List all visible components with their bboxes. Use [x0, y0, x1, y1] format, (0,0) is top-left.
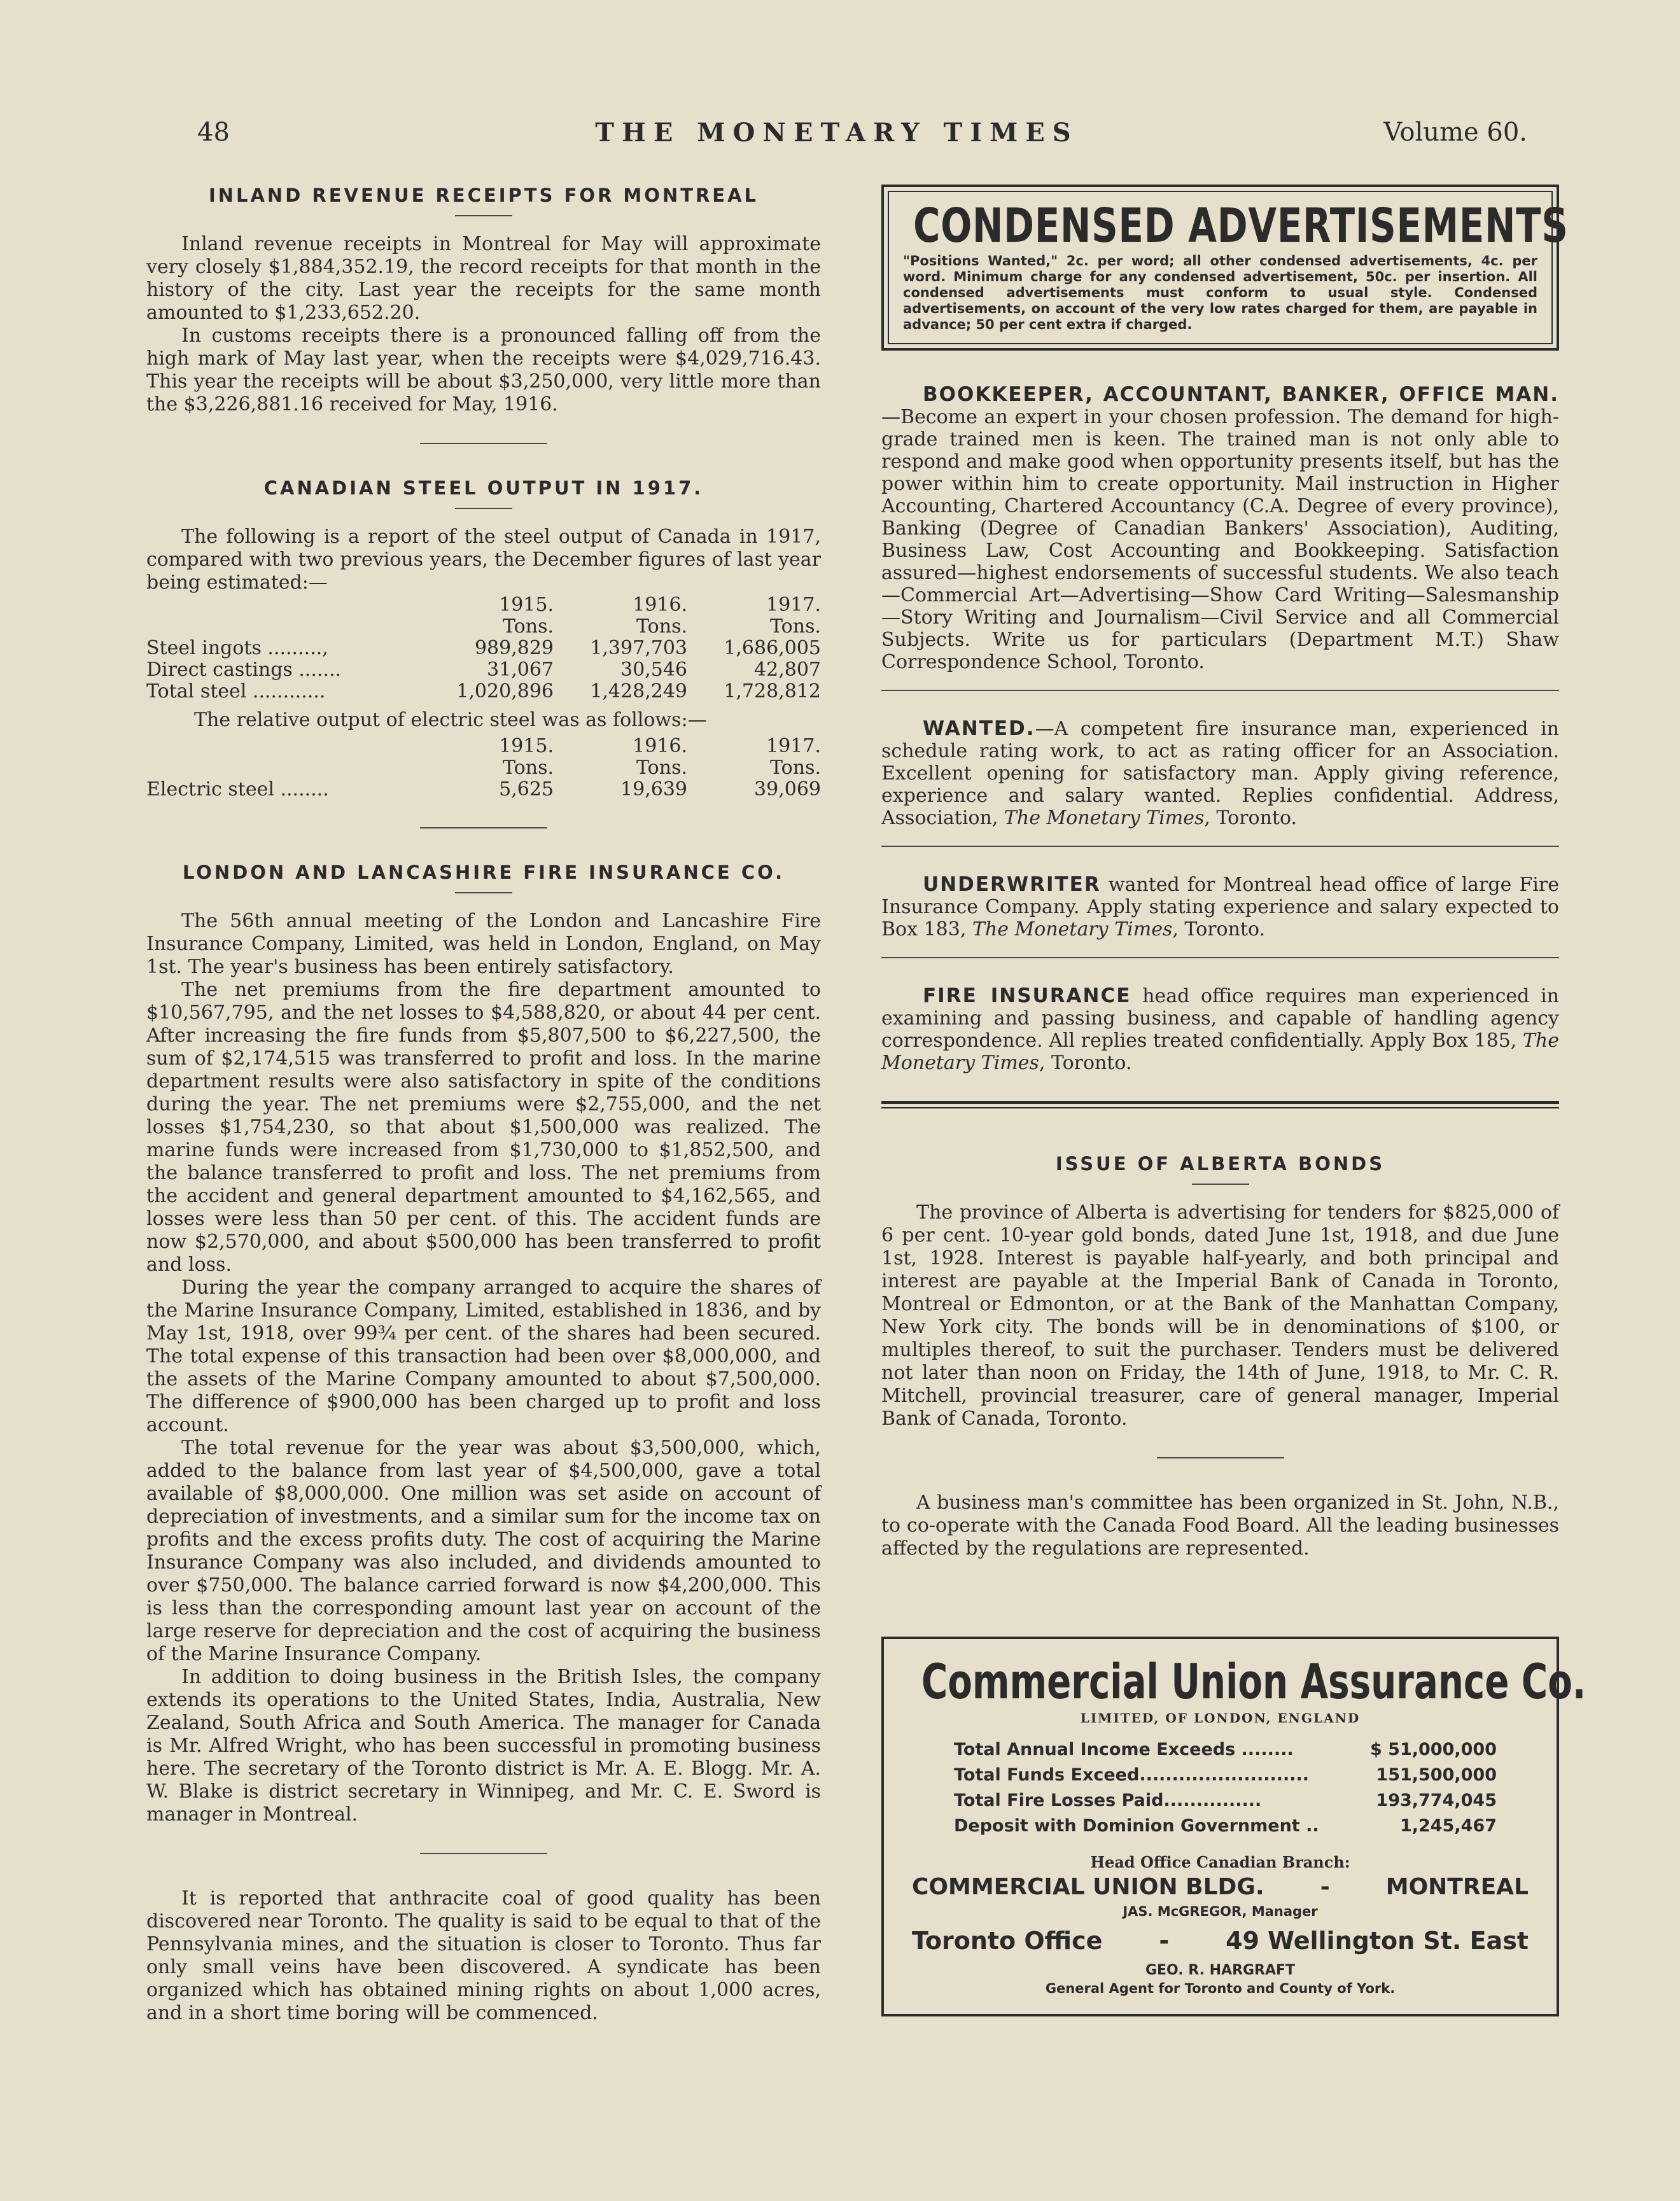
- cell-value: 39,069: [754, 778, 821, 800]
- table-row: [906, 1737, 1535, 1763]
- inland-revenue-p2: In customs receipts there is a pronounced falling off from the high mark of May last year, when the receipts were $4,029,716.43. This year the receipts will be about $3,250,000, very little more than the $3,226,881.16 received for May, 1916.: [146, 325, 821, 416]
- separator-dash: -: [1159, 1927, 1170, 1955]
- toronto-office-label: Toronto Office: [912, 1927, 1103, 1955]
- double-rule: [881, 1101, 1559, 1108]
- london-lancashire-p4: The total revenue for the year was about $3,500,000, which, added to the balance from last year of $4,500,000, gave a total available of $8,000,000. One million was set aside on account of depreciation of investments, and a similar sum for the income tax on profits and the excess profits duty. The cost of acquiring the Marine Insurance Company was also included, and dividends amounted to over $750,000. The balance carried forward is now $4,200,000. This is less than the corresponding amount last year on account of the large reserve for depreciation and the cost of acquiring the business of the Marine Insurance Company.: [146, 1437, 821, 1665]
- unit-label: Tons.: [770, 757, 821, 779]
- ad-divider: [881, 846, 1559, 847]
- year-1916: 1916.: [633, 594, 687, 616]
- row-label: Total Annual Income Exceeds ........: [954, 1740, 1294, 1759]
- london-lancashire-p3: During the year the company arranged to acquire the shares of the Marine Insurance Company, Limited, established in 1836, and by May 1st, 1918, over 99¾ per cent. of the shares had been secured. The total expense of this transaction had been over $8,000,000, and the assets of the Marine Company amounted to about $7,500,000. The difference of $900,000 has been charged up to profit and loss account.: [146, 1276, 821, 1436]
- ad-text: wanted for Montreal head office of large Fire Insurance Company. Apply stating experience and salary expected to Box 183,: [881, 874, 1559, 940]
- commercial-union-ad: [881, 1637, 1586, 2016]
- row-label: Steel ingots .........,: [146, 637, 328, 659]
- ad-lead: UNDERWRITER: [923, 873, 1101, 896]
- bookkeeper-ad: [881, 384, 1559, 673]
- table-header-years: [146, 594, 821, 616]
- ad-text-end: , Toronto.: [1204, 807, 1298, 829]
- row-value: 151,500,000: [1376, 1765, 1497, 1785]
- row-label: Total Fire Losses Paid...............: [954, 1791, 1262, 1810]
- year-1917: 1917.: [766, 594, 821, 616]
- cell-value: 42,807: [754, 659, 821, 681]
- page-number: 48: [197, 118, 230, 147]
- fire-insurance-ad: [881, 985, 1559, 1074]
- ad-text-end: , Toronto.: [1039, 1052, 1132, 1074]
- wanted-ad: [881, 718, 1559, 829]
- condensed-ads-banner: [881, 185, 1569, 351]
- separator-dash: -: [1320, 1874, 1330, 1900]
- electric-steel-note: The relative output of electric steel was as follows:—: [194, 709, 707, 731]
- manager-name: JAS. McGREGOR, Manager: [1123, 1904, 1318, 1919]
- section-divider: [420, 1853, 547, 1854]
- steel-output-intro: The following is a report of the steel output of Canada in 1917, compared with two previous years, the December figures of last year being estimated:—: [146, 526, 821, 594]
- table-row: [906, 1763, 1535, 1788]
- cell-value: 1,428,249: [590, 680, 687, 702]
- unit-label: Tons.: [636, 615, 687, 638]
- row-value: $ 51,000,000: [1370, 1740, 1497, 1759]
- table-header-units: [146, 616, 821, 638]
- ad-text: —A competent fire insurance man, experienced in schedule rating work, to act as rating officer for an Association. Excellent opening for satisfactory man. Apply giving reference, experience and salary wanted. Replies confidential. Address, Association,: [881, 718, 1559, 829]
- heading-rule: [455, 508, 512, 509]
- row-label: Total Funds Exceed..........................: [954, 1765, 1309, 1785]
- row-label: Total steel ............: [146, 680, 326, 702]
- ad-lead: FIRE INSURANCE: [923, 984, 1131, 1007]
- inland-revenue-p1: Inland revenue receipts in Montreal for May will approximate very closely $1,884,352.19, the record receipts for that month in the history of the city. Last year the receipts for the same month amounted to $1,233,652.20.: [146, 233, 821, 324]
- row-value: 193,774,045: [1376, 1791, 1497, 1810]
- anthracite-p1: It is reported that anthracite coal of good quality has been discovered near Toronto. The quality is said to be equal to that of the Pennsylvania mines, and the situation is closer to Toronto. Thus far only small veins have been discovered. A syndicate has been organized which has obtained mining rights on about 1,000 acres, and in a short time boring will be commenced.: [146, 1887, 821, 2024]
- section-divider: [1157, 1457, 1284, 1458]
- publication-ref: The Monetary Times: [881, 1030, 1559, 1074]
- row-value: 1,245,467: [1399, 1816, 1497, 1836]
- cell-value: 30,546: [620, 659, 687, 681]
- ad-divider: [881, 957, 1559, 958]
- electric-steel-table: [146, 736, 821, 800]
- head-office-label: Head Office Canadian Branch:: [1090, 1853, 1350, 1871]
- condensed-ads-rates: "Positions Wanted," 2c. per word; all other condensed advertisements, 4c. per word. Minimum charge for any condensed advertisement, 50c. per insertion. All condensed advertisements must conform to usual style. Condensed advertisements, on account of the very low rates charged for them, are payable in advance; 50 per cent extra if charged.: [903, 253, 1537, 332]
- unit-label: Tons.: [770, 615, 821, 638]
- london-lancashire-p2: The net premiums from the fire department amounted to $10,567,795, and the net losses to $4,588,820, or about 44 per cent. After increasing the fire funds from $5,807,500 to $6,227,500, the sum of $2,174,515 was transferred to profit and loss. In the marine department results were also satisfactory in spite of the conditions during the year. The net premiums were $2,755,000, and the net losses $1,754,230, so that about $1,500,000 was realized. The marine funds were increased from $1,730,000 to $1,852,500, and the balance transferred to profit and loss. The net premiums from the accident and general department amounted to $4,162,565, and losses were less than 50 per cent. of this. The accident funds are now $2,570,000, and about $500,000 has been transferred to profit and loss.: [146, 979, 821, 1276]
- section-divider: [420, 443, 547, 444]
- committee-article: [881, 1492, 1559, 1560]
- table-row: [906, 1813, 1535, 1839]
- table-header-units: [146, 757, 821, 779]
- table-row: [146, 659, 821, 681]
- row-label: Electric steel ........: [146, 778, 329, 800]
- anthracite-article: [146, 1887, 821, 2025]
- cell-value: 1,020,896: [456, 680, 554, 702]
- ad-divider: [881, 690, 1559, 691]
- cell-value: 1,397,703: [590, 637, 687, 659]
- london-lancashire-p1: The 56th annual meeting of the London and Lancashire Fire Insurance Company, Limited, was held in London, England, on May 1st. The year's business has been entirely satisfactory.: [146, 910, 821, 978]
- montreal-office-line: [906, 1874, 1535, 1900]
- commercial-union-title: Commercial Union Assurance Co.: [921, 1653, 1586, 1710]
- steel-output-heading: CANADIAN STEEL OUTPUT IN 1917.: [263, 477, 704, 499]
- volume-label: Volume 60.: [1383, 118, 1527, 147]
- london-lancashire-article: [146, 862, 821, 1826]
- cell-value: 1,728,812: [724, 680, 821, 702]
- condensed-ads-title: CONDENSED ADVERTISEMENTS: [913, 199, 1569, 253]
- inland-revenue-heading: INLAND REVENUE RECEIPTS FOR MONTREAL: [208, 185, 759, 206]
- commercial-union-figures: [906, 1737, 1535, 1839]
- cell-value: 1,686,005: [724, 637, 821, 659]
- toronto-office-line: [906, 1927, 1535, 1955]
- alberta-bonds-heading: ISSUE OF ALBERTA BONDS: [1055, 1153, 1385, 1175]
- row-label: Direct castings .......: [146, 659, 342, 681]
- heading-rule: [1192, 1184, 1249, 1185]
- agent-title: General Agent for Toronto and County of York.: [1045, 1981, 1396, 1996]
- year-1917: 1917.: [766, 735, 821, 757]
- section-divider: [420, 827, 547, 828]
- year-1915: 1915.: [499, 735, 554, 757]
- ad-lead: WANTED.: [923, 717, 1035, 740]
- commercial-union-subtitle: LIMITED, OF LONDON, ENGLAND: [1080, 1710, 1361, 1726]
- london-lancashire-p5: In addition to doing business in the British Isles, the company extends its operations to the United States, India, Australia, New Zealand, South Africa and South America. The manager for Canada is Mr. Alfred Wright, who has been successful in promoting business here. The secretary of the Toronto district is Mr. A. E. Blogg. Mr. A. W. Blake is district secretary in Winnipeg, and Mr. C. E. Sword is manager in Montreal.: [146, 1666, 821, 1826]
- right-column: [881, 185, 1586, 2016]
- heading-rule: [455, 215, 512, 216]
- inland-revenue-article: [146, 185, 821, 416]
- agent-name: GEO. R. HARGRAFT: [1145, 1962, 1296, 1978]
- publication-ref: The Monetary Times: [972, 918, 1173, 940]
- alberta-bonds-p1: The province of Alberta is advertising for tenders for $825,000 of 6 per cent. 10-year gold bonds, dated June 1st, 1918, and due June 1st, 1928. Interest is payable half-yearly, and both principal and interest are payable at the Imperial Bank of Canada in Toronto, Montreal or Edmonton, or at the Bank of the Manhattan Company, New York city. The bonds will be in denominations of $100, or multiples thereof, to suit the purchaser. Tenders must be delivered not later than noon on Friday, the 14th of June, 1918, to Mr. C. R. Mitchell, provincial treasurer, care of general manager, Imperial Bank of Canada, Toronto.: [881, 1201, 1559, 1430]
- committee-p1: A business man's committee has been organized in St. John, N.B., to co-operate with the Canada Food Board. All the leading businesses affected by the regulations are represented.: [881, 1492, 1559, 1560]
- table-row: [146, 681, 821, 702]
- year-1916: 1916.: [633, 735, 687, 757]
- cell-value: 31,067: [487, 659, 554, 681]
- steel-output-table: [146, 594, 821, 702]
- building-name: COMMERCIAL UNION BLDG.: [912, 1874, 1264, 1900]
- unit-label: Tons.: [503, 615, 554, 638]
- ad-lead: BOOKKEEPER, ACCOUNTANT, BANKER, OFFICE MAN.: [923, 383, 1559, 406]
- steel-output-article: [146, 477, 821, 800]
- underwriter-ad: [881, 874, 1559, 940]
- toronto-address: 49 Wellington St. East: [1226, 1927, 1529, 1955]
- london-lancashire-heading: LONDON AND LANCASHIRE FIRE INSURANCE CO.: [182, 862, 785, 883]
- year-1915: 1915.: [499, 594, 554, 616]
- table-row: [146, 638, 821, 659]
- ad-text: head office requires man experienced in examining and passing business, and capable of handling agency correspondence. All replies treated confidentially. Apply Box 185,: [881, 985, 1559, 1052]
- table-header-years: [146, 736, 821, 757]
- table-row: [906, 1788, 1535, 1813]
- publication-title: THE MONETARY TIMES: [595, 118, 1079, 148]
- ad-text: —Become an expert in your chosen profession. The demand for high-grade trained men is keen. The trained man is not only able to respond and make good when opportunity presents itself, but has the power within him to create opportunity. Mail instruction in Higher Accounting, Chartered Accountancy (C.A. Degree of every province), Banking (Degree of Canadian Bankers' Association), Auditing, Business Law, Cost Accounting and Bookkeeping. Satisfaction assured—highest endorsements of successful students. We also teach—Commercial Art—Advertising—Show Card Writing—Salesmanship—Story Writing and Journalism—Civil Service and all Commercial Subjects. Write us for particulars (Department M.T.) Shaw Correspondence School, Toronto.: [881, 406, 1559, 673]
- table-row: [146, 779, 821, 800]
- cell-value: 19,639: [620, 778, 687, 800]
- unit-label: Tons.: [503, 757, 554, 779]
- left-column: [146, 185, 821, 2025]
- publication-ref: The Monetary Times: [1004, 807, 1205, 829]
- cell-value: 989,829: [474, 637, 554, 659]
- ad-text-end: , Toronto.: [1172, 918, 1266, 940]
- unit-label: Tons.: [636, 757, 687, 779]
- cell-value: 5,625: [499, 778, 554, 800]
- row-label: Deposit with Dominion Government ..: [954, 1816, 1319, 1836]
- alberta-bonds-article: [881, 1153, 1559, 1430]
- running-head: [146, 118, 1527, 156]
- city-name: MONTREAL: [1385, 1874, 1529, 1900]
- heading-rule: [455, 892, 512, 893]
